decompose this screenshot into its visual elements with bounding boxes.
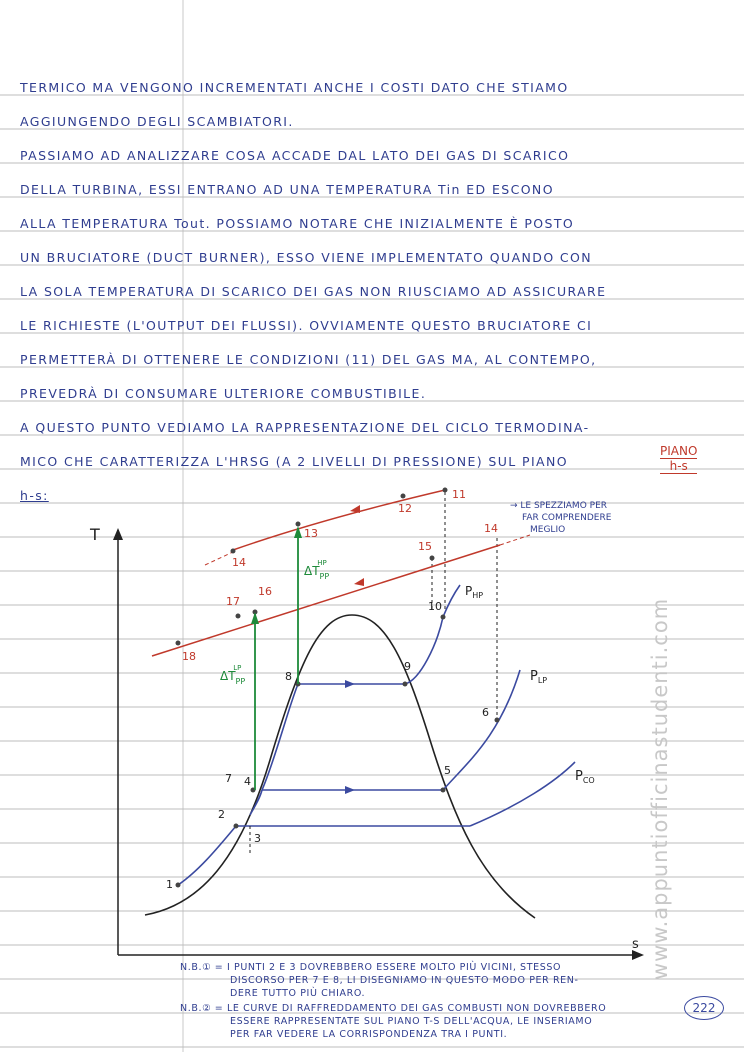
point-17-dot [236, 614, 241, 619]
point-label-7: 7 [225, 772, 232, 785]
note-line: N.B.① = I PUNTI 2 E 3 DOVREBBERO ESSERE MOLTO PIÙ VICINI, STESSO [180, 962, 562, 973]
point-14-dot [231, 549, 236, 554]
point-label-17: 17 [226, 595, 240, 608]
note-line: ESSERE RAPPRESENTATE SUL PIANO T-S DELL'ACQUA, LE INSERIAMO [230, 1016, 593, 1027]
text-line: MICO CHE CARATTERIZZA L'HRSG (A 2 LIVELLI DI PRESSIONE) SUL PIANO [20, 454, 569, 469]
point-label-15: 15 [418, 540, 432, 553]
text-line: LA SOLA TEMPERATURA DI SCARICO DEI GAS NON RIUSCIAMO AD ASSICURARE [20, 284, 607, 299]
text-line: LE RICHIESTE (L'OUTPUT DEI FLUSSI). OVVIAMENTE QUESTO BRUCIATORE CI [20, 318, 593, 333]
arrow-hp [345, 680, 355, 688]
delta-lp-label: $\Delta T_{PP}LP$ [220, 664, 246, 686]
point-label-9: 9 [404, 660, 411, 673]
point-label-6: 6 [482, 706, 489, 719]
text-line: DELLA TURBINA, ESSI ENTRANO AD UNA TEMPERATURA Tin ED ESCONO [20, 182, 554, 197]
side-note-line1: → LE SPEZZIAMO PER [510, 501, 608, 511]
arrow-gas-hp [350, 505, 360, 513]
point-5-dot [441, 788, 446, 793]
isobar-lp [443, 670, 520, 790]
point-label-1: 1 [166, 878, 173, 891]
note-line: DISCORSO PER 7 E 8, LI DISEGNIAMO IN QUESTO MODO PER REN- [230, 975, 579, 986]
isobar-co [470, 762, 575, 826]
text-line: h-s: [20, 488, 49, 503]
point-label-8: 8 [285, 670, 292, 683]
point-label-12: 12 [398, 502, 412, 515]
page-number: 222 [684, 996, 724, 1020]
point-18-dot [176, 641, 181, 646]
side-note-line2: FAR COMPRENDERE [522, 513, 612, 523]
gas-line-hp [233, 490, 445, 550]
text-line: ALLA TEMPERATURA Tout. POSSIAMO NOTARE CHE INIZIALMENTE È POSTO [20, 216, 575, 231]
point-label-14: 14 [232, 556, 246, 569]
text-line: AGGIUNGENDO DEGLI SCAMBIATORI. [20, 114, 294, 129]
watermark: www.appuntiofficinastudenti.com [648, 597, 672, 980]
water-line-3-4 [250, 790, 262, 815]
text-line: A QUESTO PUNTO VEDIAMO LA RAPPRESENTAZIONE DEL CICLO TERMODINA- [20, 420, 590, 435]
point-12-dot [401, 494, 406, 499]
point-2-dot [234, 824, 239, 829]
delta-hp-label: $\Delta T_{PP}HP$ [304, 559, 330, 581]
point-13-dot [296, 522, 301, 527]
note-line: PER FAR VEDERE LA CORRISPONDENZA TRA I PUNTI. [230, 1029, 508, 1040]
point-label-10: 10 [428, 600, 442, 613]
ts-diagram [0, 470, 744, 990]
saturation-dome [145, 615, 535, 918]
label-p-co: $P_{CO}$ [575, 769, 595, 785]
point-label-5: 5 [444, 764, 451, 777]
point-9-dot [403, 682, 408, 687]
point-label-18: 18 [182, 650, 196, 663]
note-line: N.B.② = LE CURVE DI RAFFREDDAMENTO DEI GAS COMBUSTI NON DOVREBBERO [180, 1003, 607, 1014]
y-axis-label: T [90, 525, 100, 544]
text-line: PREVEDRÀ DI CONSUMARE ULTERIORE COMBUSTIBILE. [20, 386, 427, 401]
point-6-dot [495, 718, 500, 723]
y-axis-arrow [113, 528, 123, 540]
gas-line-lp-dash [500, 535, 530, 545]
point-1-dot [176, 883, 181, 888]
point-label-2: 2 [218, 808, 225, 821]
water-line-4-8 [262, 684, 298, 790]
point-10-dot [441, 615, 446, 620]
margin-note-line2: h-s [660, 458, 697, 474]
label-p-lp: $P_{LP}$ [530, 669, 548, 685]
point-label-4: 4 [244, 775, 251, 788]
text-line: UN BRUCIATORE (DUCT BURNER), ESSO VIENE IMPLEMENTATO QUANDO CON [20, 250, 593, 265]
margin-note-line1: PIANO [660, 444, 698, 458]
point-label-16: 16 [258, 585, 272, 598]
x-axis-label: s [632, 937, 639, 952]
point-15-dot [430, 556, 435, 561]
note-line: DERE TUTTO PIÙ CHIARO. [230, 988, 366, 999]
label-p-hp: $P_{HP}$ [465, 584, 484, 600]
point-label-13: 13 [304, 527, 318, 540]
text-line: PERMETTERÀ DI OTTENERE LE CONDIZIONI (11) DEL GAS MA, AL CONTEMPO, [20, 352, 597, 367]
point-label-3: 3 [254, 832, 261, 845]
side-note-line3: MEGLIO [530, 525, 566, 535]
gas-line-hp-dash [205, 552, 233, 565]
text-line: PASSIAMO AD ANALIZZARE COSA ACCADE DAL LATO DEI GAS DI SCARICO [20, 148, 570, 163]
point-label-14b: 14 [484, 522, 498, 535]
arrow-lp [345, 786, 355, 794]
arrow-gas-lp [354, 578, 364, 586]
point-label-11: 11 [452, 488, 466, 501]
water-line-low [178, 826, 236, 885]
text-line: TERMICO MA VENGONO INCREMENTATI ANCHE I COSTI DATO CHE STIAMO [20, 80, 569, 95]
point-11-dot [443, 488, 448, 493]
delta-lp-arrowhead [251, 612, 259, 624]
